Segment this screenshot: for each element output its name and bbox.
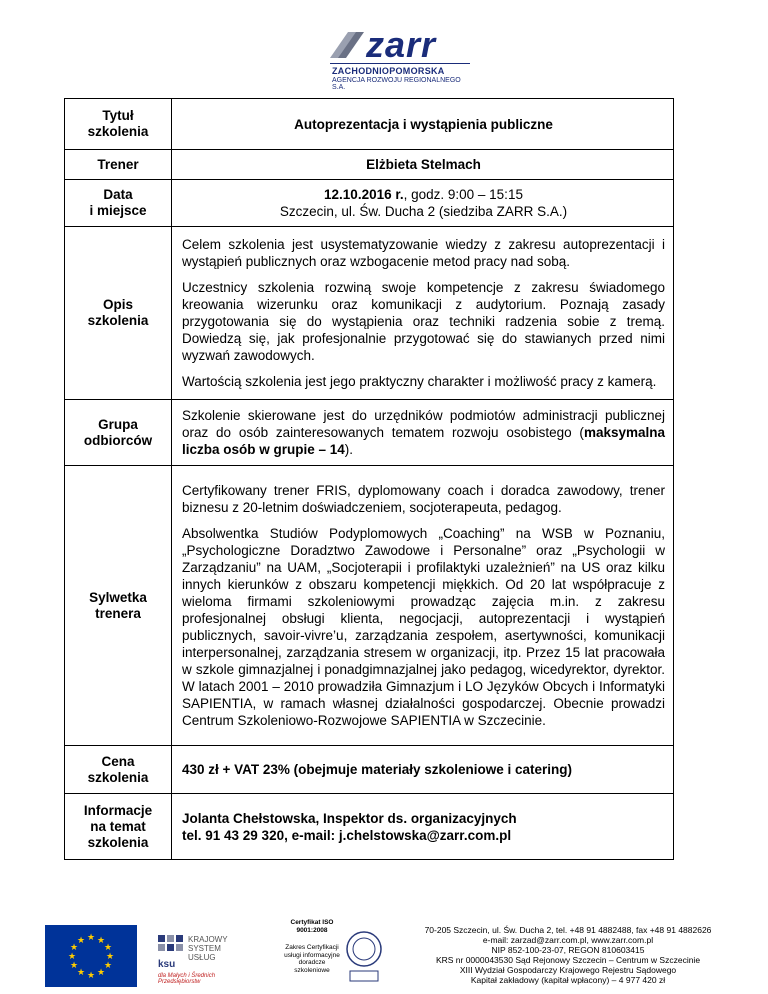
label-profile: Sylwetka trenera [65, 466, 172, 746]
profile-p1: Certyfikowany trener FRIS, dyplomowany coach i doradca zawodowy, trener biznesu z 20-letnim doświadczeniem, socjoterapeuta, pedagog. [182, 483, 665, 515]
ksu-acronym: ksu [158, 959, 176, 970]
address-line: Kapitał zakładowy (kapitał wpłacony) – 4 977 420 zł [470, 975, 666, 985]
row-price [65, 746, 674, 794]
footer [0, 905, 768, 994]
profile [172, 466, 674, 746]
svg-text:★: ★ [76, 968, 86, 978]
description-p1: Celem szkolenia jest usystematyzowanie wiedzy z zakresu autoprezentacji i wystąpień publicznych oraz wzbogacenie metod pracy nad sobą. [182, 237, 665, 269]
iso-seal-icon [344, 927, 384, 985]
contact-person: Jolanta Chełstowska, Inspektor ds. organizacyjnych [182, 810, 517, 826]
ksu-logo [158, 935, 243, 985]
svg-text:★: ★ [103, 961, 113, 971]
row-info [65, 794, 674, 860]
svg-text:★: ★ [67, 952, 77, 962]
label-price: Cena szkolenia [65, 746, 172, 794]
audience-max: maksymalna liczba osób w grupie – 14 [182, 425, 665, 457]
description [172, 227, 674, 400]
logo-rule [330, 63, 470, 64]
row-title [65, 99, 674, 150]
iso-title: Certyfikat ISO 9001:2008 [290, 919, 334, 934]
address-line: XIII Wydział Gospodarczy Krajowego Rejestru Sądowego [459, 965, 677, 975]
address-line: e-mail: zarzad@zarr.com.pl, www.zarr.com.pl [482, 935, 654, 945]
eu-flag-icon [45, 925, 137, 987]
company-address [388, 925, 748, 985]
ksu-text: KRAJOWY SYSTEM USŁUG [188, 935, 228, 962]
logo-subtitle: ZACHODNIOPOMORSKA [332, 66, 445, 76]
training-title: Autoprezentacja i wystąpienia publiczne [172, 99, 674, 150]
svg-text:★: ★ [103, 943, 113, 953]
label-date: Data i miejsce [65, 180, 172, 227]
description-p2: Uczestnicy szkolenia rozwiną swoje kompetencje z zakresu świadomego kreowania wizerunku oraz komunikacji z audytorium. Poznają zasady przygotowania się do wystąpienia oraz techniki radzenia sobie z tremą. Dowiedzą się, jak profesjonalnie przygotować się do stawianych przed nimi wyzwań zawodowych. [182, 280, 665, 363]
audience-end: ). [344, 442, 354, 457]
iso-scope: Zakres Certyfikacji usługi informacyjne doradcze szkoleniowe [284, 944, 340, 974]
row-profile [65, 466, 674, 746]
label-description: Opis szkolenia [65, 227, 172, 400]
time-value: , godz. 9:00 – 15:15 [403, 187, 523, 202]
svg-text:★: ★ [69, 961, 79, 971]
label-title: Tytuł szkolenia [65, 99, 172, 150]
date-place [172, 180, 674, 227]
price: 430 zł + VAT 23% (obejmuje materiały szkoleniowe i catering) [172, 746, 674, 794]
profile-p2: Absolwentka Studiów Podyplomowych „Coaching” na WSB w Poznaniu, „Psychologiczne Doradztwo Zawodowe i Personalne” oraz „Psychologii w Zarządzaniu” na UAM, „Socjoterapii i profilaktyki uzależnień” na US oraz kilku innych kierunków z obszaru kompetencji miękkich. Od 20 lat współpracuje z wieloma firmami szkoleniowymi prowadząc zajęcia m.in. z zakresu profesjonalnej obsługi klienta, negocjacji, autoprezentacji i wystąpień publicznych, savoir-vivre’u, zarządzania zespołem, asertywności, komunikacji interpersonalnej, zarządzania stresem w organizacji, itp. Przez 15 lat pracowała w szkole gimnazjalnej i ponadgimnazjalnej jako pedagog, wicedyrektor, dyrektor. W latach 2001 – 2010 prowadziła Gimnazjum i LO Języków Obcych i Informatyki SAPIENTIA, w ramach własnej działalności gospodarczej. Obecnie prowadzi Centrum Szkoleniowo-Rozwojowe SAPIENTIA w Szczecinie. [182, 526, 665, 728]
place-value: Szczecin, ul. Św. Ducha 2 (siedziba ZARR S.A.) [279, 204, 568, 219]
svg-text:★: ★ [96, 968, 106, 978]
row-trainer [65, 150, 674, 180]
audience-text: Szkolenie skierowane jest do urzędników podmiotów administracji publicznej oraz do osób zainteresowanych tematem rozwoju osobistego ( [182, 408, 665, 440]
svg-text:★: ★ [96, 936, 106, 946]
zarr-logo [330, 24, 475, 91]
contact-info [172, 794, 674, 860]
svg-text:★: ★ [86, 971, 96, 981]
audience [172, 400, 674, 466]
contact-phone-email: tel. 91 43 29 320, e-mail: j.chelstowska@zarr.com.pl [182, 827, 512, 843]
address-line: KRS nr 0000043530 Sąd Rejonowy Szczecin – Centrum w Szczecinie [435, 955, 701, 965]
ksu-mark-icon [158, 935, 184, 957]
date-value: 12.10.2016 r. [324, 187, 404, 202]
svg-text:★: ★ [86, 933, 96, 943]
label-info: Informacje na temat szkolenia [65, 794, 172, 860]
eu-stars-icon [45, 925, 137, 987]
description-p3: Wartością szkolenia jest jego praktyczny charakter i możliwość pracy z kamerą. [182, 374, 657, 389]
label-trainer: Trener [65, 150, 172, 180]
training-info-table [64, 98, 674, 860]
address-line: 70-205 Szczecin, ul. Św. Ducha 2, tel. +48 91 4882488, fax +48 91 4882626 [424, 925, 712, 935]
row-description [65, 227, 674, 400]
iso-certificate [282, 919, 342, 974]
trainer-name: Elżbieta Stelmach [172, 150, 674, 180]
logo-subtitle-small: AGENCJA ROZWOJU REGIONALNEGO S.A. [332, 77, 461, 91]
svg-text:★: ★ [69, 943, 79, 953]
svg-text:★: ★ [76, 936, 86, 946]
label-audience: Grupa odbiorców [65, 400, 172, 466]
row-date [65, 180, 674, 227]
zarr-logo-word: zarr [366, 24, 437, 65]
svg-text:★: ★ [105, 952, 115, 962]
row-audience [65, 400, 674, 466]
ksu-tagline: dla Małych i Średnich Przedsiębiorstw [158, 973, 216, 985]
address-line: NIP 852-100-23-07, REGON 810603415 [491, 945, 645, 955]
